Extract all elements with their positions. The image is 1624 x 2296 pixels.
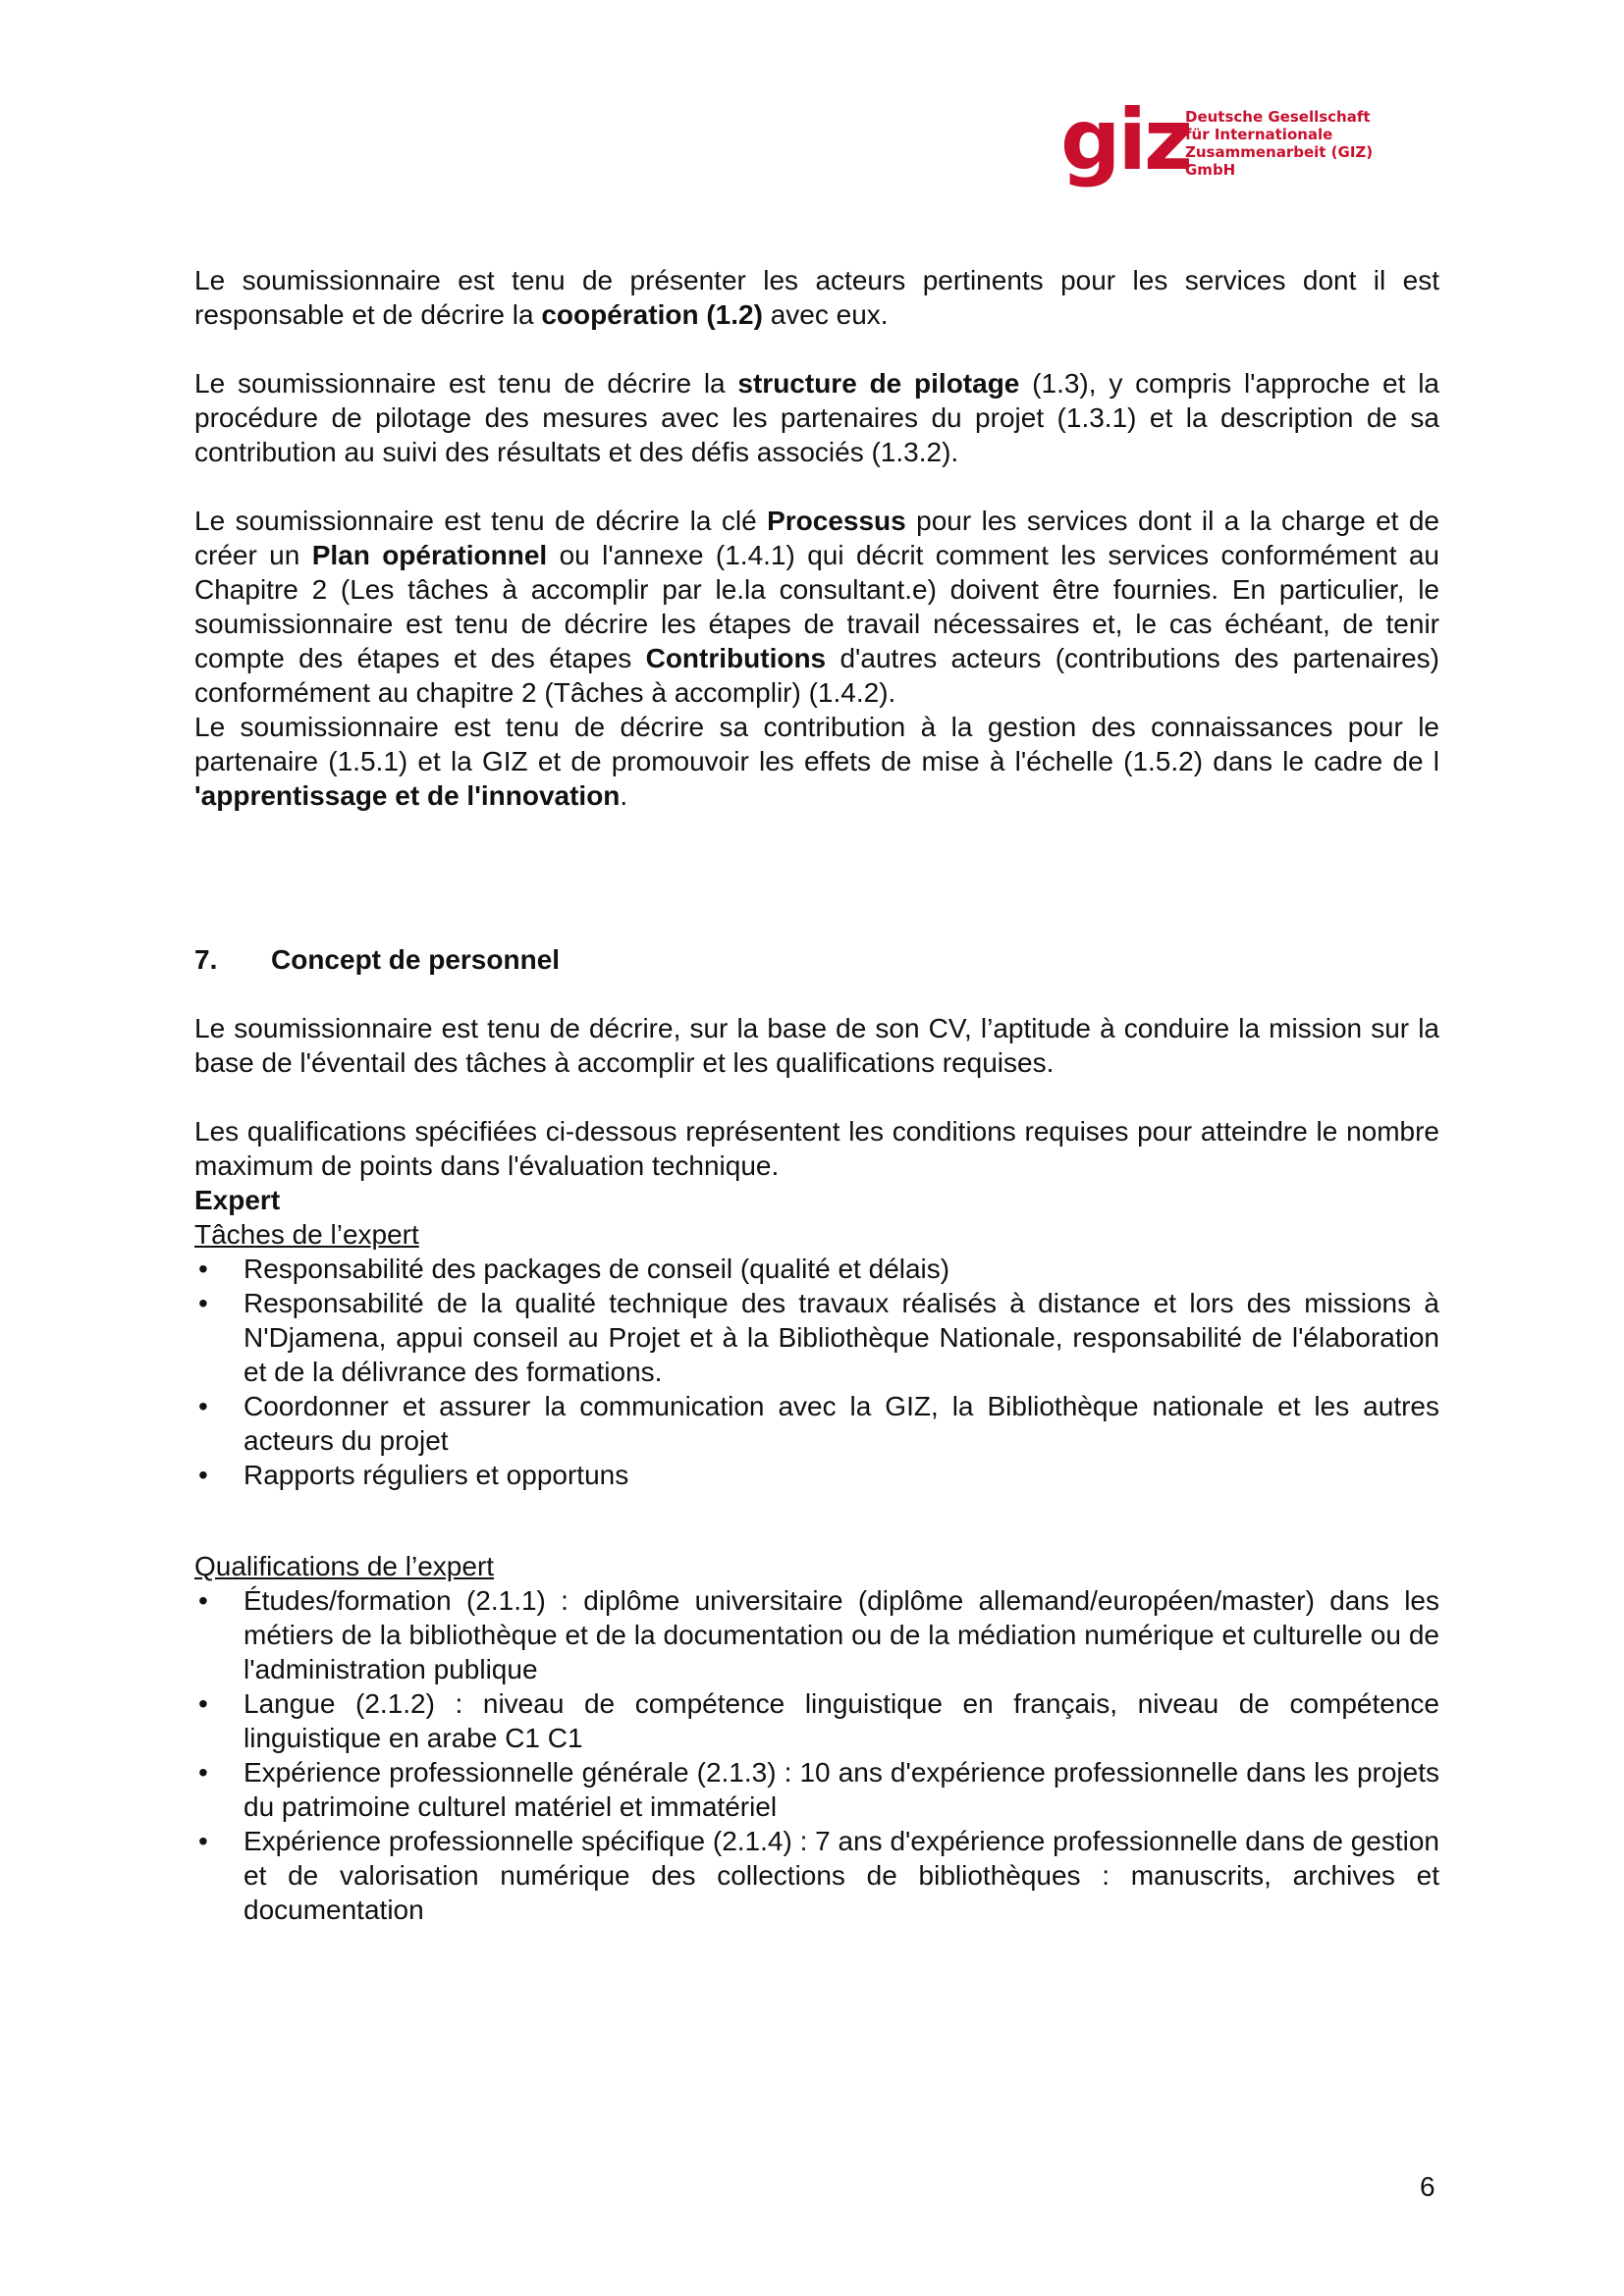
paragraph-qualifications-note: Les qualifications spécifiées ci-dessous représentent les conditions requises pour atteindre le nombre maximum de points dans l'évaluation technique.: [194, 1116, 1439, 1181]
paragraph-staff-concept: Le soumissionnaire est tenu de décrire, sur la base de son CV, l’aptitude à conduire la mission sur la base de l'éventail des tâches à accomplir et les qualifications requises.: [194, 1013, 1439, 1078]
text: pour les services dont il a la charge et de créer un: [194, 506, 1439, 570]
tasks-list: [194, 1252, 1439, 1492]
qualifications-list: [194, 1583, 1439, 1927]
list-item: • Expérience professionnelle spécifique (2.1.4) : 7 ans d'expérience professionnelle dans de gestion et de valorisation numérique des collections de bibliothèques : manuscrits, archives et documentation: [194, 1824, 1439, 1927]
text: avec eux.: [762, 299, 889, 330]
paragraph-steering: [194, 366, 1439, 469]
paragraph-cooperation: [194, 263, 1439, 332]
logo-line: Zusammenarbeit (GIZ) GmbH: [1185, 143, 1374, 179]
bold-term: Processus: [767, 506, 906, 536]
page-number: 6: [1420, 2171, 1435, 2202]
list-item: • Coordonner et assurer la communication avec la GIZ, la Bibliothèque nationale et les autres acteurs du projet: [194, 1389, 1439, 1458]
text: Le soumissionnaire est tenu de décrire la: [194, 368, 738, 399]
text: Le soumissionnaire est tenu de décrire sa contribution à la gestion des connaissances pour le partenaire (1.5.1) et la GIZ et de promouvoir les effets de mise à l'échelle (1.5.2) dans le cadre de l: [194, 712, 1439, 776]
section-heading: [194, 942, 1439, 977]
list-item: • Responsabilité de la qualité technique des travaux réalisés à distance et lors des missions à N'Djamena, appui conseil au Projet et à la Bibliothèque Nationale, responsabilité de l'élaboration et de la délivrance des formations.: [194, 1286, 1439, 1389]
text: .: [620, 780, 628, 811]
paragraph-processes: [194, 504, 1439, 710]
qualifications-heading: Qualifications de l’expert: [194, 1551, 495, 1581]
giz-logo-mark: giz: [1060, 91, 1191, 189]
document-body: [194, 263, 1439, 1927]
bold-term: Contributions: [645, 643, 827, 673]
bold-term: 'apprentissage et de l'innovation: [194, 780, 621, 811]
text: (1.3), y compris l'approche et la procédure de pilotage des mesures avec les partenaires du projet (1.3.1) et la description de sa contribution au suivi des résultats et des défis associés (1.3.2).: [194, 368, 1440, 467]
giz-logo-text: [1185, 108, 1394, 179]
giz-logo: [1060, 91, 1394, 189]
text: Le soumissionnaire est tenu de présenter les acteurs pertinents pour les services dont il est responsable et de décrire la: [194, 265, 1439, 330]
list-item: • Rapports réguliers et opportuns: [194, 1458, 1439, 1492]
bold-term: coopération (1.2): [541, 299, 763, 330]
list-item: • Expérience professionnelle générale (2.1.3) : 10 ans d'expérience professionnelle dans les projets du patrimoine culturel matériel et immatériel: [194, 1755, 1439, 1824]
bold-term: Plan opérationnel: [311, 540, 548, 570]
list-item: • Responsabilité des packages de conseil (qualité et délais): [194, 1252, 1439, 1286]
expert-heading: Expert: [194, 1185, 281, 1215]
text: d'autres acteurs (contributions des partenaires) conformément au chapitre 2 (Tâches à accomplir) (1.4.2).: [194, 643, 1439, 708]
logo-line: für Internationale: [1185, 126, 1333, 143]
list-item: • Études/formation (2.1.1) : diplôme universitaire (diplôme allemand/européen/master) dans les métiers de la bibliothèque et de la documentation ou de la médiation numérique et culturelle ou de l'administration publique: [194, 1583, 1439, 1686]
tasks-heading: Tâches de l’expert: [194, 1219, 419, 1250]
bold-term: structure de pilotage: [737, 368, 1020, 399]
text: Le soumissionnaire est tenu de décrire la clé: [194, 506, 768, 536]
list-item: • Langue (2.1.2) : niveau de compétence linguistique en français, niveau de compétence linguistique en arabe C1 C1: [194, 1686, 1439, 1755]
section-title: Concept de personnel: [271, 944, 561, 975]
logo-line: Deutsche Gesellschaft: [1185, 108, 1371, 126]
section-number: 7.: [194, 944, 218, 975]
text: ou l'annexe (1.4.1) qui décrit comment les services conformément au Chapitre 2 (Les tâches à accomplir par le.la consultant.e) doivent être fournies. En particulier, le soumissionnaire est tenu de décrire les étapes de travail nécessaires et, le cas échéant, de tenir compte des étapes et des étapes: [194, 540, 1440, 673]
paragraph-knowledge: [194, 710, 1439, 813]
